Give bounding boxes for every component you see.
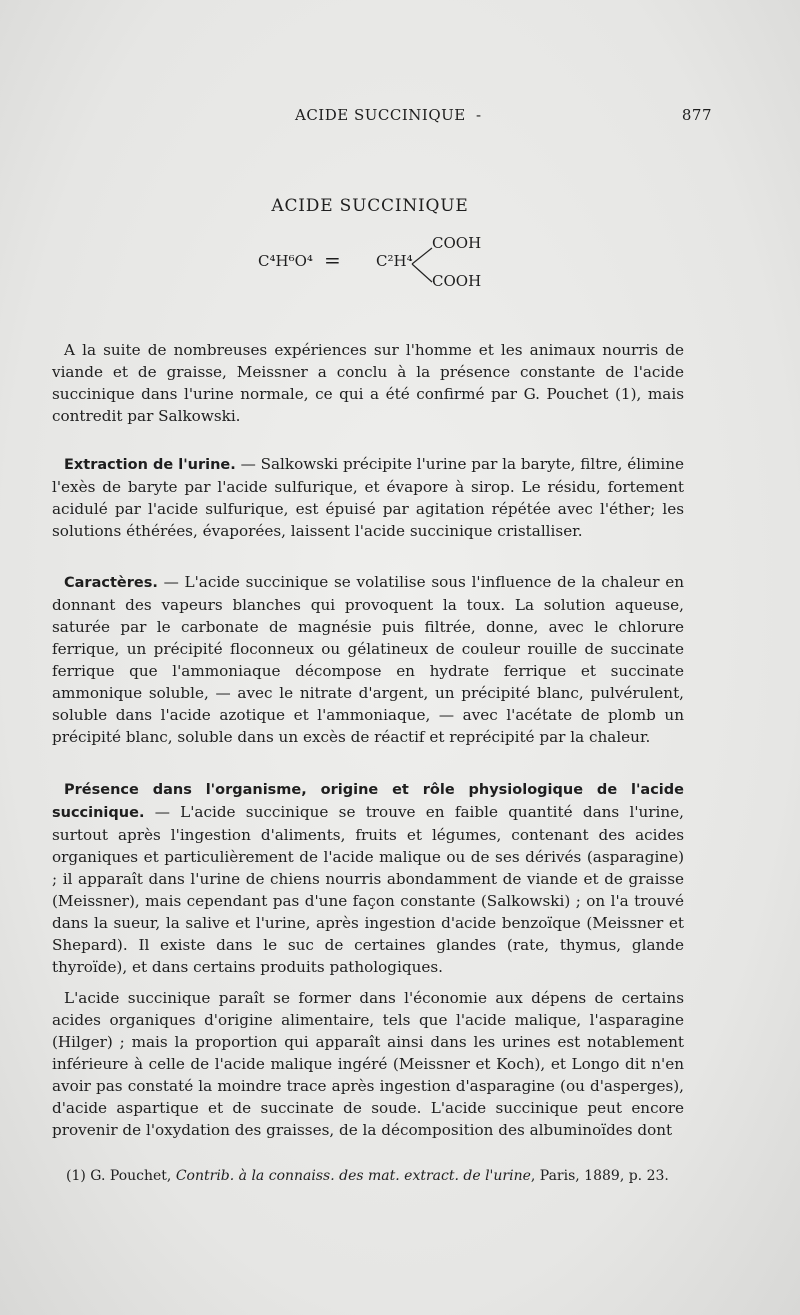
footnote-rest: , Paris, 1889, p. 23. (530, 1168, 669, 1184)
origine-paragraph (52, 987, 684, 1141)
extraction-heading: Extraction de l'urine. (64, 457, 236, 473)
formula-group-top: COOH (432, 234, 482, 252)
formula-core: C²H⁴ (376, 252, 413, 270)
formula-group-bottom: COOH (432, 272, 482, 290)
running-head (52, 106, 712, 126)
caracteres-paragraph (52, 571, 684, 748)
presence-paragraph (52, 778, 684, 978)
running-title: ACIDE SUCCINIQUE (295, 106, 466, 124)
extraction-paragraph (52, 453, 684, 542)
footnote (66, 1168, 686, 1184)
footnote-marker: (1) G. Pouchet, (66, 1168, 172, 1184)
caracteres-text: — L'acide succinique se volatilise sous l'influence de la chaleur en donnant des vapeurs blanches qui provoquent la toux. La solution aqueuse, saturée par le carbonate de magnésie puis filtrée, donne, avec le chlorure ferrique, un précipité floconneux ou gélatineux de couleur rouille de succinate ferrique que l'ammoniaque décompose en hydrate ferrique et succinate ammonique soluble, — avec le nitrate d'argent, un précipité blanc, pulvérulent, soluble dans l'acide azotique et l'ammoniaque, — avec l'acétate de plomb un précipité blanc, soluble dans un excès de réactif et reprécipité par la chaleur. (52, 573, 684, 746)
presence-body (52, 778, 684, 978)
formula-left: C⁴H⁶O⁴ (258, 252, 313, 270)
extraction-text: — Salkowski précipite l'urine par la baryte, filtre, élimine l'exès de baryte par l'acide sulfurique, et évapore à sirop. Le résidu, fortement acidulé par l'acide sulfurique, est épuisé par agitation répétée avec l'éther; les solutions éthérées, évaporées, laissent l'acide succinique cristalliser. (52, 455, 685, 540)
running-head-mark: - (476, 106, 482, 124)
caracteres-heading: Caractères. (64, 575, 158, 591)
footnote-work: Contrib. à la connaiss. des mat. extract. de l'urine (175, 1168, 531, 1184)
caracteres-body (52, 571, 684, 748)
chemical-formula (258, 232, 498, 292)
origine-text: L'acide succinique paraît se former dans l'économie aux dépens de certains acides organiques d'origine alimentaire, tels que l'acide malique, l'asparagine (Hilger) ; mais la proportion qui apparaît ainsi dans les urines est notablement inférieure à celle de l'acide malique ingéré (Meissner et Koch), et Longo dit n'en avoir pas constaté la moindre trace après ingestion d'asparagine (ou d'asperges), d'acide aspartique et de succinate de soude. L'acide succinique peut encore provenir de l'oxydation des graisses, de la décomposition des albuminoïdes dont (52, 989, 684, 1139)
intro-paragraph (52, 339, 684, 427)
extraction-body (52, 453, 684, 542)
presence-text: — L'acide succinique se trouve en faible quantité dans l'urine, surtout après l'ingestion d'aliments, fruits et légumes, contenant des acides organiques et particulièrement de l'acide malique ou de ses dérivés (asparagine) ; il apparaît dans l'urine de chiens nourris abondamment de viande et de graisse (Meissner), mais cependant pas d'une façon constante (Salkowski) ; on l'a trouvé dans la sueur, la salive et l'urine, après ingestion d'acide benzoïque (Meissner et Shepard). Il existe dans le suc de certaines glandes (rate, thymus, glande thyroïde), et dans certains produits pathologiques. (52, 803, 684, 976)
page-number: 877 (681, 106, 712, 124)
section-title: ACIDE SUCCINIQUE (271, 196, 469, 216)
formula-equals: = (324, 248, 341, 272)
presence-heading: Présence dans l'organisme, origine et rôle physiologique de l'acide succinique. (52, 782, 684, 821)
intro-text: A la suite de nombreuses expériences sur l'homme et les animaux nourris de viande et de graisse, Meissner a conclu à la présence constante de l'acide succinique dans l'urine normale, ce qui a été confirmé par G. Pouchet (1), mais contredit par Salkowski. (52, 341, 684, 425)
